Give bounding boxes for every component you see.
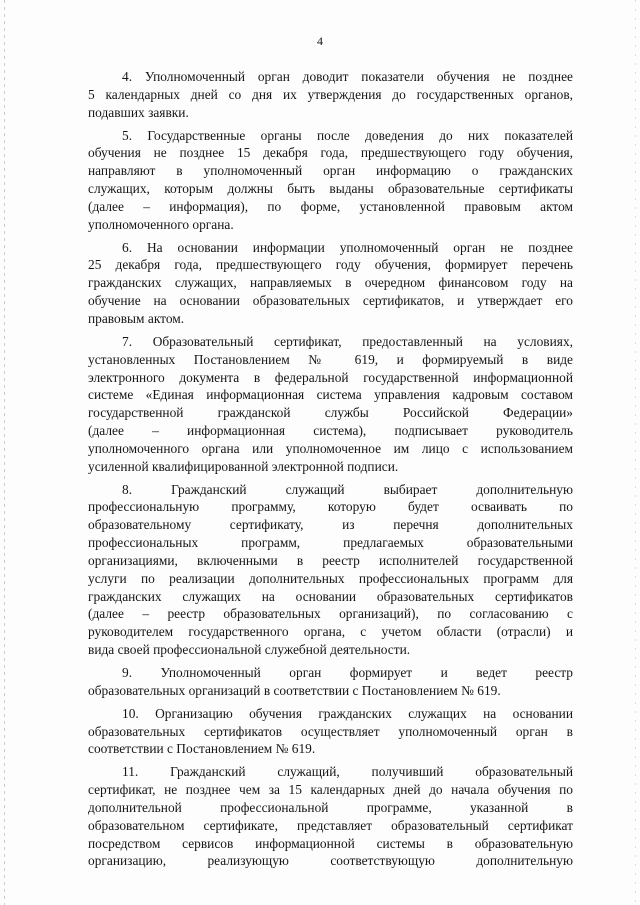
paragraph-line: образовательном сертификате, представляет образовательный сертификат [88,817,573,833]
paragraph-line: 10. Организацию обучения гражданских служащих на основании [122,705,573,721]
paragraph-line: системе «Единая информационная система управления кадровым составом [88,387,573,403]
paragraph-line: уполномоченного органа. [88,216,234,232]
paragraph [88,127,573,234]
paragraph [88,763,573,870]
paragraph-line: подавших заявки. [88,104,189,120]
paragraph [88,705,573,759]
paragraph [88,664,573,700]
scan-edge-left [4,0,5,905]
paragraph-line: (далее – информация), по форме, установленной правовым актом [88,198,573,214]
paragraph-line: посредством сервисов информационной системы в образовательную [88,835,573,851]
paragraph-line: уполномоченного органа или уполномоченное им лицо с использованием [88,440,573,456]
paragraph [88,481,573,659]
paragraph-line: 4. Уполномоченный орган доводит показатели обучения не позднее [122,69,573,84]
paragraph-line: 8. Гражданский служащий выбирает дополнительную [122,481,573,497]
paragraph-line: государственной гражданской службы Российской Федерации» [88,405,573,421]
paragraph-line: руководителем государственного органа, с учетом области (отрасли) и [88,624,573,640]
paragraph-line: обучения не позднее 15 декабря года, предшествующего году обучения, [88,145,573,161]
document-body [88,68,573,875]
paragraph [88,333,573,476]
paragraph-line: направляют в уполномоченный орган информацию о гражданских [88,163,573,179]
paragraph-line: услуги по реализации дополнительных профессиональных программ для [88,570,573,586]
paragraph-line: усиленной квалифицированной электронной подписи. [88,458,399,474]
paragraph-line: 5 календарных дней со дня их утверждения до государственных органов, [88,86,573,102]
paragraph-line: профессиональных программ, предлагаемых образовательными [88,535,573,551]
paragraph-line: (далее – информационная система), подписывает руководитель [88,423,573,439]
paragraph-line: 25 декабря года, предшествующего году обучения, формирует перечень [88,257,573,273]
paragraph-line: профессиональную программу, которую будет осваивать по [88,499,573,515]
paragraph-line: организациями, включенными в реестр исполнителей государственной [88,552,573,568]
paragraph [88,239,573,328]
paragraph-line: (далее – реестр образовательных организаций), по согласованию с [88,606,573,622]
paragraph [88,68,573,122]
paragraph-line: образовательному сертификату, из перечня дополнительных [88,517,573,533]
scan-edge-right [635,0,636,905]
paragraph-line: 6. На основании информации уполномоченный орган не позднее [122,239,573,255]
paragraph-line: обучение на основании образовательных сертификатов, и утверждает его [88,293,573,309]
paragraph-line: организацию, реализующую соответствующую дополнительную [88,853,573,869]
paragraph-line: дополнительной профессиональной программе, указанной в [88,799,573,815]
paragraph-line: сертификат, не позднее чем за 15 календарных дней до начала обучения по [88,782,573,798]
paragraph-line: образовательных организаций в соответствии с Постановлением № 619. [88,682,501,698]
paragraph-line: образовательных сертификатов осуществляет уполномоченный орган в [88,723,573,739]
paragraph-line: 7. Образовательный сертификат, предоставленный на условиях, [122,333,573,349]
paragraph-line: гражданских служащих на основании образовательных сертификатов [88,588,573,604]
paragraph-line: 5. Государственные органы после доведения до них показателей [122,127,573,143]
paragraph-line: соответствии с Постановлением № 619. [88,741,316,757]
paragraph-line: 11. Гражданский служащий, получивший образовательный [122,764,573,780]
paragraph-line: правовым актом. [88,310,185,326]
paragraph-line: гражданских служащих, направляемых в очередном финансовом году на [88,275,573,291]
paragraph-line: электронного документа в федеральной государственной информационной [88,369,573,385]
paragraph-line: установленных Постановлением № 619, и формируемый в виде [88,351,573,367]
paragraph-line: служащих, которым должны быть выданы образовательные сертификаты [88,181,573,197]
paragraph-line: вида своей профессиональной служебной деятельности. [88,642,411,658]
paragraph-line: 9. Уполномоченный орган формирует и ведет реестр [122,665,573,680]
page-number: 4 [317,34,323,48]
